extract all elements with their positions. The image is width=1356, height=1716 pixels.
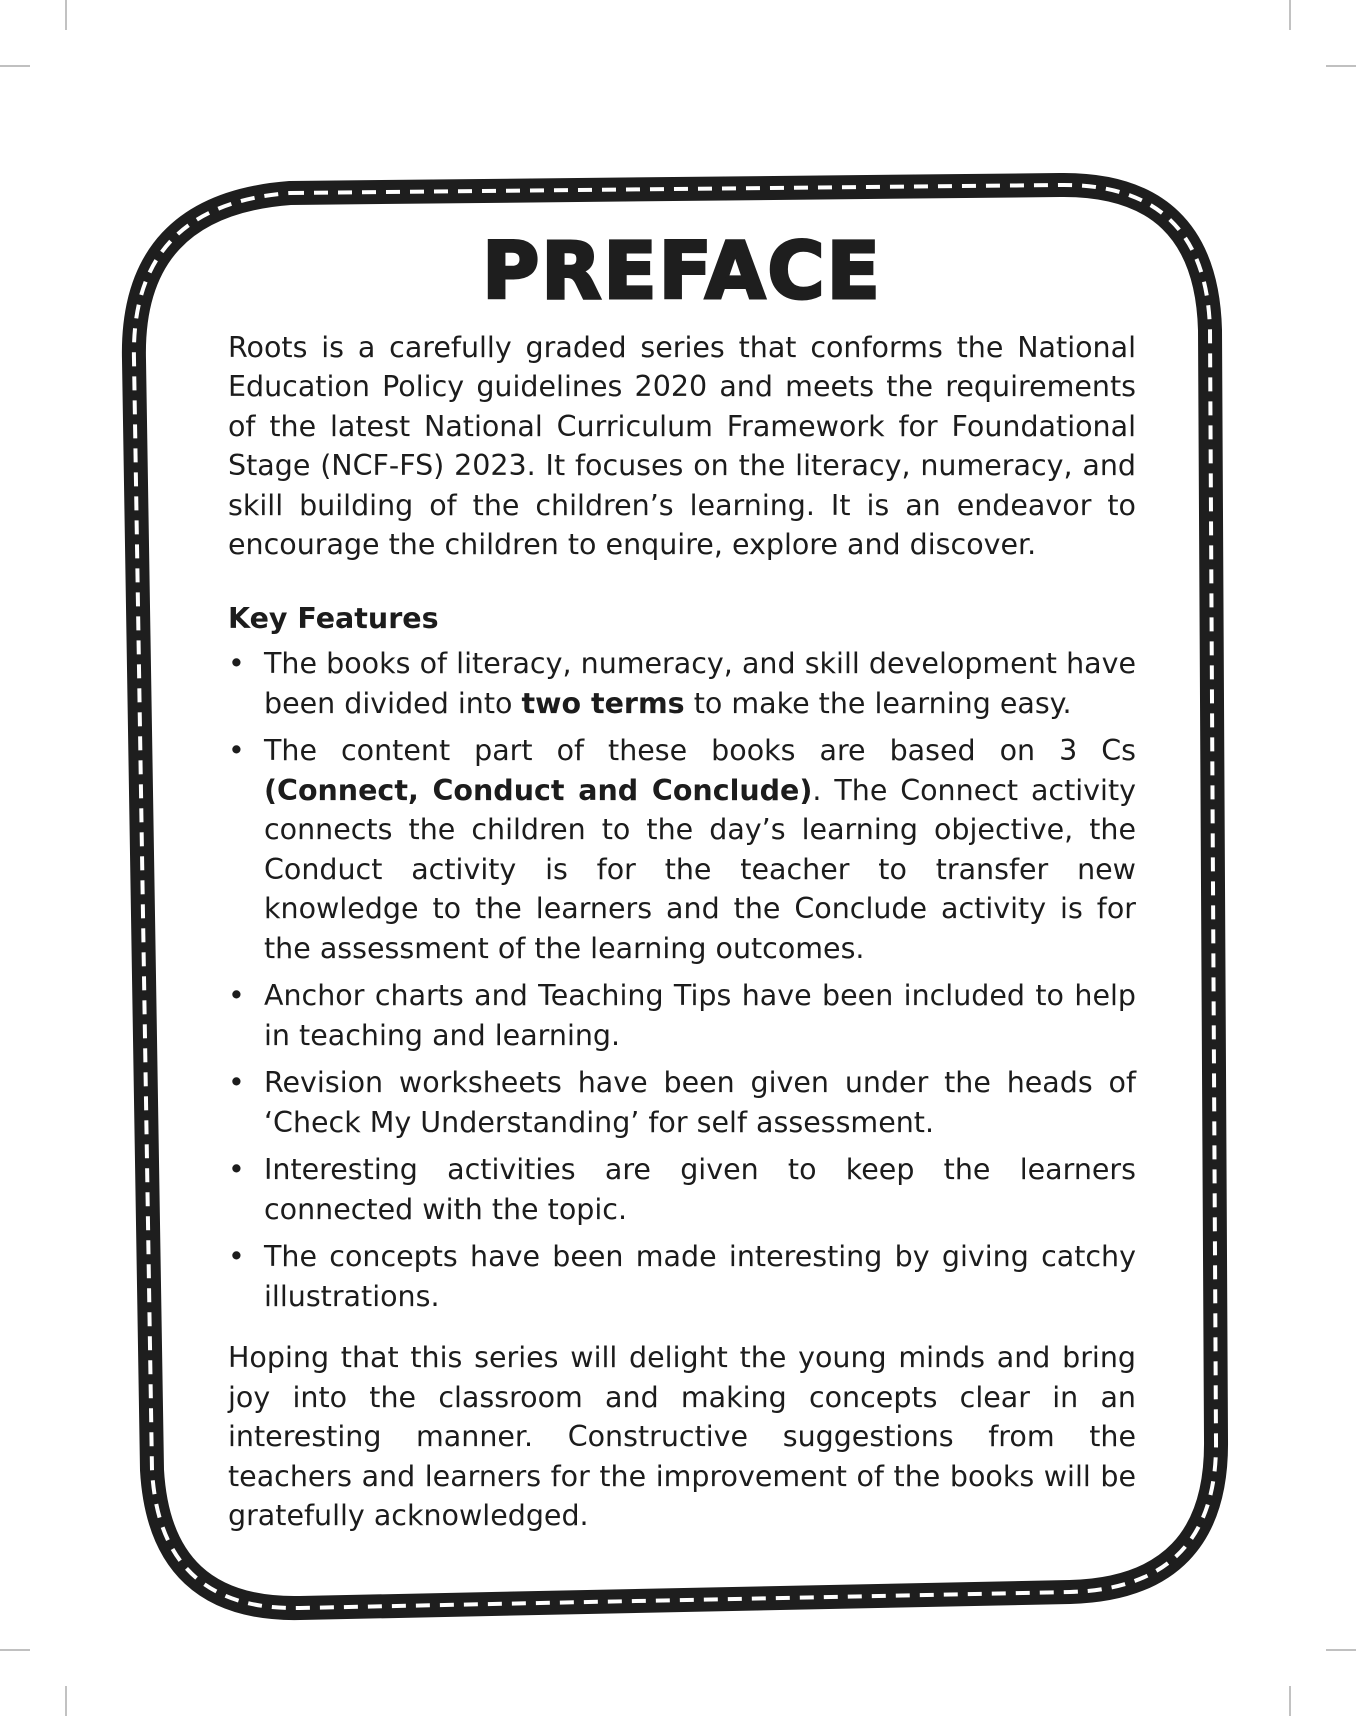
list-item — [228, 1063, 1136, 1142]
list-item — [228, 1150, 1136, 1229]
list-item — [228, 644, 1136, 723]
feature-text: The content part of these books are based on 3 Cs — [264, 734, 1136, 768]
feature-bold-text: (Connect, Conduct and Conclude) — [264, 773, 813, 807]
feature-text: The concepts have been made interesting by giving catchy illustrations. — [264, 1240, 1136, 1313]
feature-bold-text: two terms — [521, 686, 685, 720]
list-item — [228, 1237, 1136, 1316]
key-features-heading: Key Features — [228, 601, 439, 635]
bullet-icon: • — [228, 647, 245, 681]
feature-text: . The Connect activity connects the children to the day’s learning objective, the Conduct activity is for the teacher to transfer new knowledge to the learners and the Conclude activity is for the assessment of the learning outcomes. — [264, 773, 1136, 965]
bullet-icon: • — [228, 1066, 245, 1100]
feature-text: Interesting activities are given to keep the learners connected with the topic. — [264, 1153, 1136, 1226]
bullet-icon: • — [228, 1153, 245, 1187]
feature-text: to make the learning easy. — [684, 686, 1072, 720]
bullet-icon: • — [228, 1240, 245, 1274]
list-item — [228, 731, 1136, 968]
closing-paragraph: Hoping that this series will delight the young minds and bring joy into the classroom and making concepts clear in an interesting manner. Constructive suggestions from the teachers and learners for the improvement of the books will be gratefully acknowledged. — [228, 1341, 1136, 1533]
feature-text: Revision worksheets have been given under the heads of ‘Check My Understanding’ for self assessment. — [264, 1066, 1136, 1139]
intro-paragraph: Roots is a carefully graded series that conforms the National Education Policy guidelines 2020 and meets the requirements of the latest National Curriculum Framework for Foundational Stage (NCF-FS) 2023. It focuses on the literacy, numeracy, and skill building of the children’s learning. It is an endeavor to encourage the children to enquire, explore and discover. — [228, 330, 1136, 562]
list-item — [228, 976, 1136, 1055]
feature-text: The books of literacy, numeracy, and skill development have been divided into — [264, 647, 1136, 720]
page-title: PREFACE — [482, 227, 882, 317]
bullet-icon: • — [228, 734, 245, 768]
key-features-list — [228, 644, 1136, 1316]
preface-content — [228, 227, 1136, 1536]
bullet-icon: • — [228, 979, 245, 1013]
feature-text: Anchor charts and Teaching Tips have been included to help in teaching and learning. — [264, 979, 1136, 1052]
